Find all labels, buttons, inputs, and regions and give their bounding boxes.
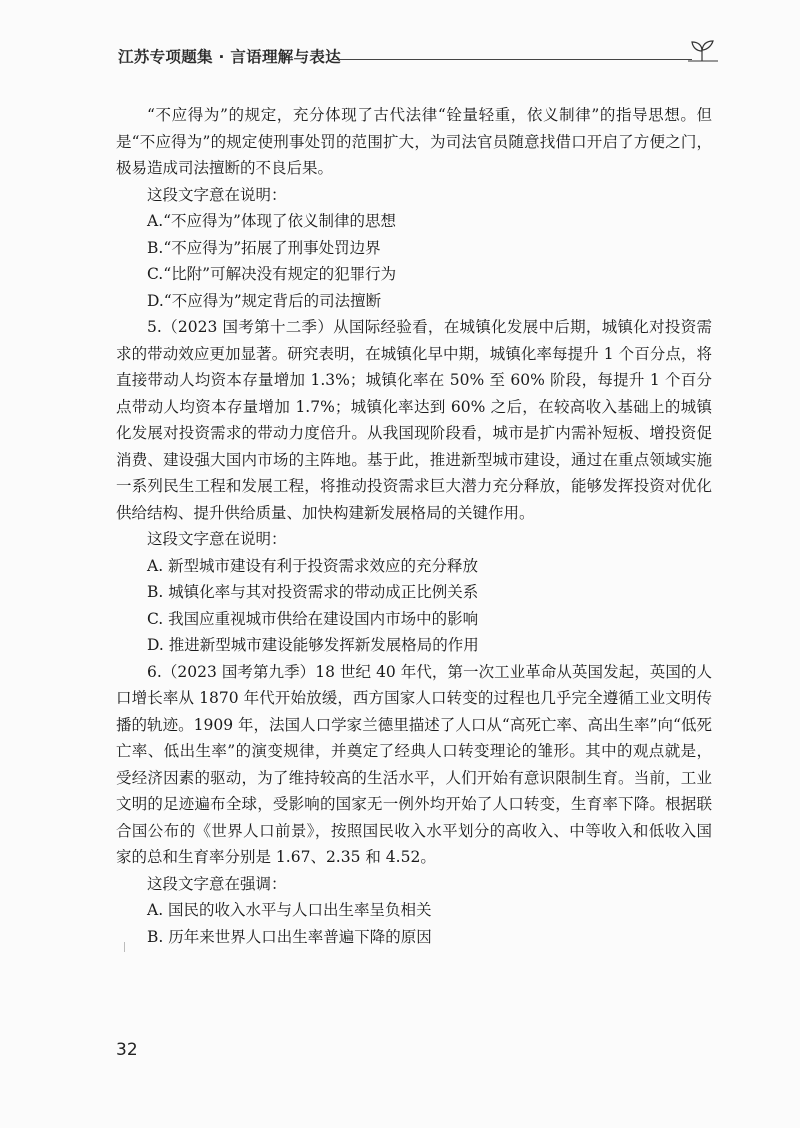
page-number: 32 [116, 1040, 138, 1060]
page-content [116, 102, 712, 950]
q6-option-b: B. 历年来世界人口出生率普遍下降的原因 [147, 927, 432, 946]
q6-passage: 6.（2023 国考第九季）18 世纪 40 年代，第一次工业革命从英国发起，英国的人口增长率从 1870 年代开始放缓，西方国家人口转变的过程也几乎完全遵循工业文明传播的轨迹。1909 年，法国人口学家兰德里描述了人口从“高死亡率、高出生率”向“低死亡率、低出生率”的演变规律，并奠定了经典人口转变理论的雏形。其中的观点就是，受经济因素的驱动，为了维持较高的生活水平，人们开始有意识限制生育。当前，工业文明的足迹遍布全球，受影响的国家无一例外均开始了人口转变，生育率下降。根据联合国公布的《世界人口前景》，按照国民收入水平划分的高收入、中等收入和低收入国家的总和生育率分别是 1.67、2.35 和 4.52。 [116, 662, 712, 866]
q5-option-b: B. 城镇化率与其对投资需求的带动成正比例关系 [147, 583, 479, 601]
header-rule [332, 59, 692, 60]
q5-option-c: C. 我国应重视城市供给在建设国内市场中的影响 [147, 609, 479, 628]
q5-prompt: 这段文字意在说明： [147, 530, 287, 548]
q4-prompt: 这段文字意在说明： [147, 185, 287, 204]
scan-mark [124, 942, 125, 952]
q6-option-a: A. 国民的收入水平与人口出生率呈负相关 [147, 901, 432, 919]
passage-q4-tail: “不应得为”的规定，充分体现了古代法律“铨量轻重，依义制律”的指导思想。但是“不应得为”的规定使刑事处罚的范围扩大，为司法官员随意找借口开启了方便之门，极易造成司法擅断的不良后果。 [116, 106, 712, 177]
header-title: 江苏专项题集 · 言语理解与表达 [118, 48, 341, 66]
q4-option-d: D.“不应得为”规定背后的司法擅断 [147, 291, 382, 310]
running-header [118, 45, 716, 77]
q6-prompt: 这段文字意在强调： [147, 874, 287, 893]
sprout-icon [688, 39, 718, 63]
q5-option-a: A. 新型城市建设有利于投资需求效应的充分释放 [147, 556, 479, 575]
q5-option-d: D. 推进新型城市建设能够发挥新发展格局的作用 [147, 636, 479, 654]
q4-option-b: B.“不应得为”拓展了刑事处罚边界 [147, 238, 381, 257]
q4-option-c: C.“比附”可解决没有规定的犯罪行为 [147, 265, 397, 283]
q5-passage: 5.（2023 国考第十二季）从国际经验看，在城镇化发展中后期，城镇化对投资需求的带动效应更加显著。研究表明，在城镇化早中期，城镇化率每提升 1 个百分点，将直接带动人均资本存量增加 1.3%；城镇化率在 50% 至 60% 阶段，每提升 1 个百分点带动人均资本存量增加 1.7%；城镇化率达到 60% 之后，在较高收入基础上的城镇化发展对投资需求的带动力度倍升。从我国现阶段看，城市是扩内需补短板、增投资促消费、建设强大国内市场的主阵地。基于此，推进新型城市建设，通过在重点领域实施一系列民生工程和发展工程，将推动投资需求巨大潜力充分释放，能够发挥投资对优化供给结构、提升供给质量、加快构建新发展格局的关键作用。 [116, 318, 712, 522]
q4-option-a: A.“不应得为”体现了依义制律的思想 [147, 212, 396, 230]
